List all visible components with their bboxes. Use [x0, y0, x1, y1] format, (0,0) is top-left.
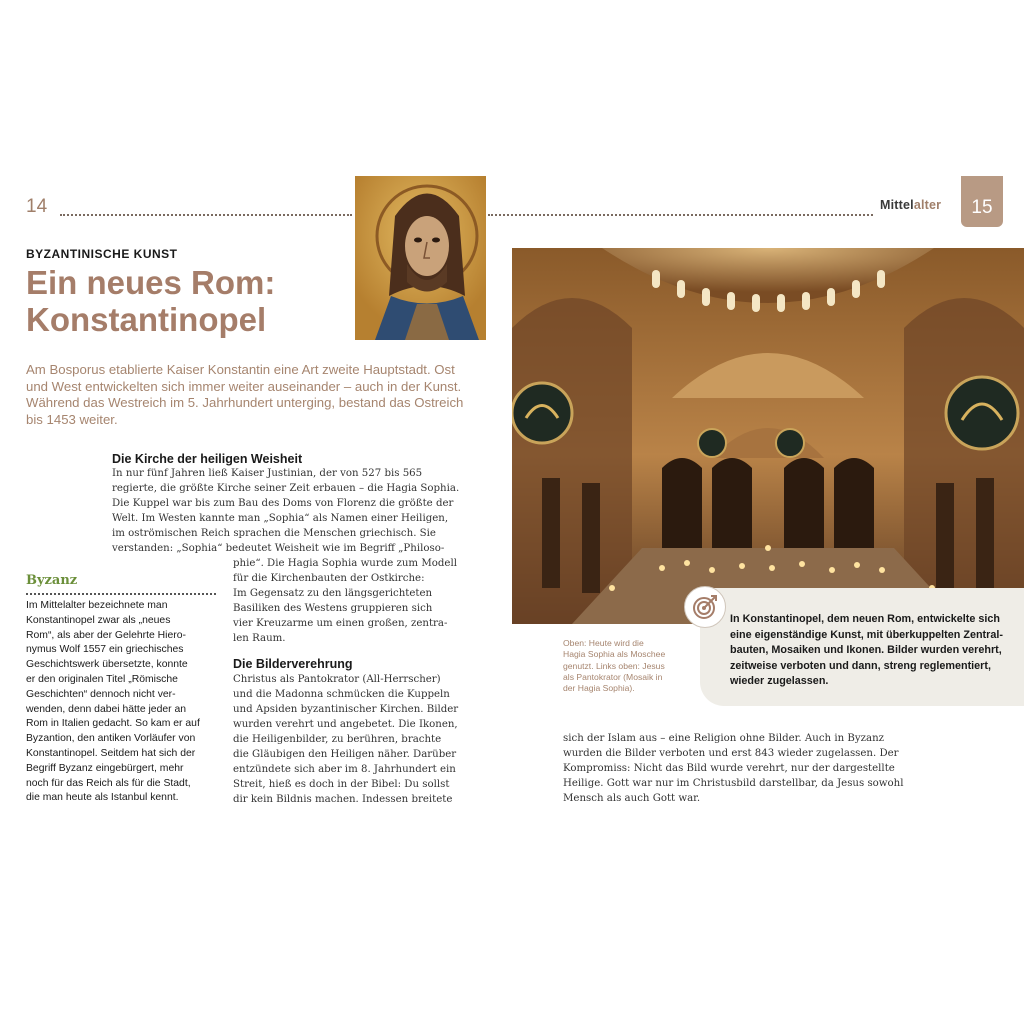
caption-line: der Hagia Sophia). — [563, 683, 635, 694]
section-heading-kirche: Die Kirche der heiligen Weisheit — [112, 452, 303, 466]
section-label-light: alter — [913, 198, 942, 212]
section-heading-bilderverehrung: Die Bilderverehrung — [233, 657, 353, 671]
text-line: Im Gegensatz zu den längsgerichteten — [233, 588, 433, 599]
text-line: wurden verehrt und angebetet. Die Ikonen, — [233, 719, 458, 730]
text-line: Mensch als auch Gott war. — [563, 793, 701, 804]
callout-line: zeitweise verboten und dann, streng reglementiert, — [730, 659, 991, 672]
sidebar-line: er den originalen Titel „Römische — [26, 673, 178, 685]
sidebar-rule — [26, 593, 216, 595]
sidebar-line: wenden, denn dabei hätte jeder an — [26, 703, 187, 715]
text-line: dir kein Bildnis machen. Indessen breitete — [233, 794, 453, 805]
sidebar-line: die man heute als Istanbul kennt. — [26, 792, 179, 804]
header-rule-left — [60, 214, 352, 216]
text-line: wurden die Bilder verboten und erst 843 wieder zugelassen. Der — [563, 748, 899, 759]
text-line: Welt. Im Westen kannte man „Sophia“ als Namen einer Heiligen, — [112, 513, 449, 524]
header-rule-right — [488, 214, 873, 216]
page-title — [26, 264, 356, 338]
target-icon — [684, 586, 726, 628]
section-label — [880, 198, 941, 212]
caption-line: Oben: Heute wird die — [563, 638, 644, 648]
page-number-left: 14 — [26, 196, 48, 217]
text-line: die Heiligenbilder, zu berühren, brachte — [233, 734, 442, 745]
text-line: entzündete sich aber im 8. Jahrhundert ein — [233, 764, 456, 775]
text-line: len Raum. — [233, 633, 286, 644]
sidebar-line: Konstantinopel zwar als „neues — [26, 614, 171, 626]
text-line: und die Madonna schmücken die Kuppeln — [233, 689, 450, 700]
text-line: In nur fünf Jahren ließ Kaiser Justinian, der von 527 bis 565 — [112, 468, 423, 479]
title-line-1: Ein neues Rom: — [26, 264, 276, 301]
pantokrator-mosaic-image — [355, 176, 486, 340]
hagia-sophia-interior-photo — [512, 248, 1024, 624]
sidebar-line: Byzantion, den antiken Vorläufer von — [26, 733, 196, 745]
caption-line: Hagia Sophia als Moschee — [563, 649, 666, 660]
caption-line: genutzt. Links oben: Jesus — [563, 660, 665, 671]
text-line: für die Kirchenbauten der Ostkirche: — [233, 573, 425, 584]
sidebar-text — [26, 599, 220, 806]
text-line: Streit, hieß es doch in der Bibel: Du sollst — [233, 779, 450, 790]
text-line: sich der Islam aus – eine Religion ohne Bilder. Auch in Byzanz — [563, 733, 885, 744]
sidebar-line: Geschichtswerk übersetzte, konnte — [26, 659, 188, 671]
sidebar-line: noch für das Reich als für die Stadt, — [26, 777, 191, 789]
text-line: verstanden: „Sophia“ bedeutet Weisheit wie im Begriff „Philoso- — [112, 543, 445, 554]
text-line: Kompromiss: Nicht das Bild wurde verehrt, nur der dargestellte — [563, 763, 895, 774]
title-line-2: Konstantinopel — [26, 301, 267, 338]
text-line: Heilige. Gott war nur im Christusbild darstellbar, da Jesus sowohl — [563, 778, 904, 789]
section2-text-continued — [563, 731, 923, 806]
text-line: vier Kreuzarme um einen großen, zentra- — [233, 618, 448, 629]
text-line: Basiliken des Westens gruppieren sich — [233, 603, 433, 614]
text-line: regierte, die größte Kirche seiner Zeit erbauen – die Hagia Sophia. — [112, 483, 460, 494]
text-line: im oströmischen Reich sprachen die Menschen griechisch. Sie — [112, 528, 436, 539]
sidebar-line: Rom“, als aber der Gelehrte Hiero- — [26, 629, 186, 641]
callout-line: In Konstantinopel, dem neuen Rom, entwickelte sich — [730, 613, 1000, 625]
section1-text-wide — [112, 466, 472, 556]
callout-line: wieder zugelassen. — [730, 675, 829, 688]
section-label-bold: Mittel — [880, 198, 914, 212]
callout-line: bauten, Mosaiken und Ikonen. Bilder wurden verehrt, — [730, 644, 1002, 657]
text-line: Christus als Pantokrator (All-Herrscher) — [233, 674, 441, 685]
text-line: und Apsiden byzantinischer Kirchen. Bilder — [233, 704, 459, 715]
section1-text-narrow — [233, 556, 473, 646]
sidebar-line: Konstantinopel. Seitdem hat sich der — [26, 747, 196, 759]
caption-line: als Pantokrator (Mosaik in — [563, 671, 663, 682]
text-line: die Gläubigen den Heiligen näher. Darüber — [233, 749, 457, 760]
sidebar-title: Byzanz — [26, 573, 78, 588]
text-line: Die Kuppel war bis zum Bau des Doms von Florenz die größte der — [112, 498, 454, 509]
sidebar-line: Im Mittelalter bezeichnete man — [26, 600, 168, 611]
sidebar-line: nymus Wolf 1557 ein griechisches — [26, 644, 184, 656]
sidebar-line: Geschichten“ dennoch nicht ver- — [26, 688, 176, 700]
sidebar-line: Rom in Italien gedacht. So kam er auf — [26, 718, 200, 730]
section2-text — [233, 672, 473, 807]
text-line: phie“. Die Hagia Sophia wurde zum Modell — [233, 558, 457, 569]
photo-caption — [563, 638, 688, 694]
kicker: BYZANTINISCHE KUNST — [26, 247, 178, 261]
callout-line: eine eigenständige Kunst, mit überkuppelten Zentral- — [730, 628, 1003, 641]
page-number-right: 15 — [961, 176, 1003, 227]
lead-paragraph: Am Bosporus etablierte Kaiser Konstantin eine Art zweite Hauptstadt. Ost und West entwickelten sich immer weiter auseinander – auch in der Kunst. Während das Westreich im 5. Jahrhundert unterging, bestand das Ostreich bis 1453 weiter. — [26, 362, 464, 427]
sidebar-line: Begriff Byzanz eingebürgert, mehr — [26, 762, 184, 774]
summary-callout-text — [730, 612, 1012, 690]
